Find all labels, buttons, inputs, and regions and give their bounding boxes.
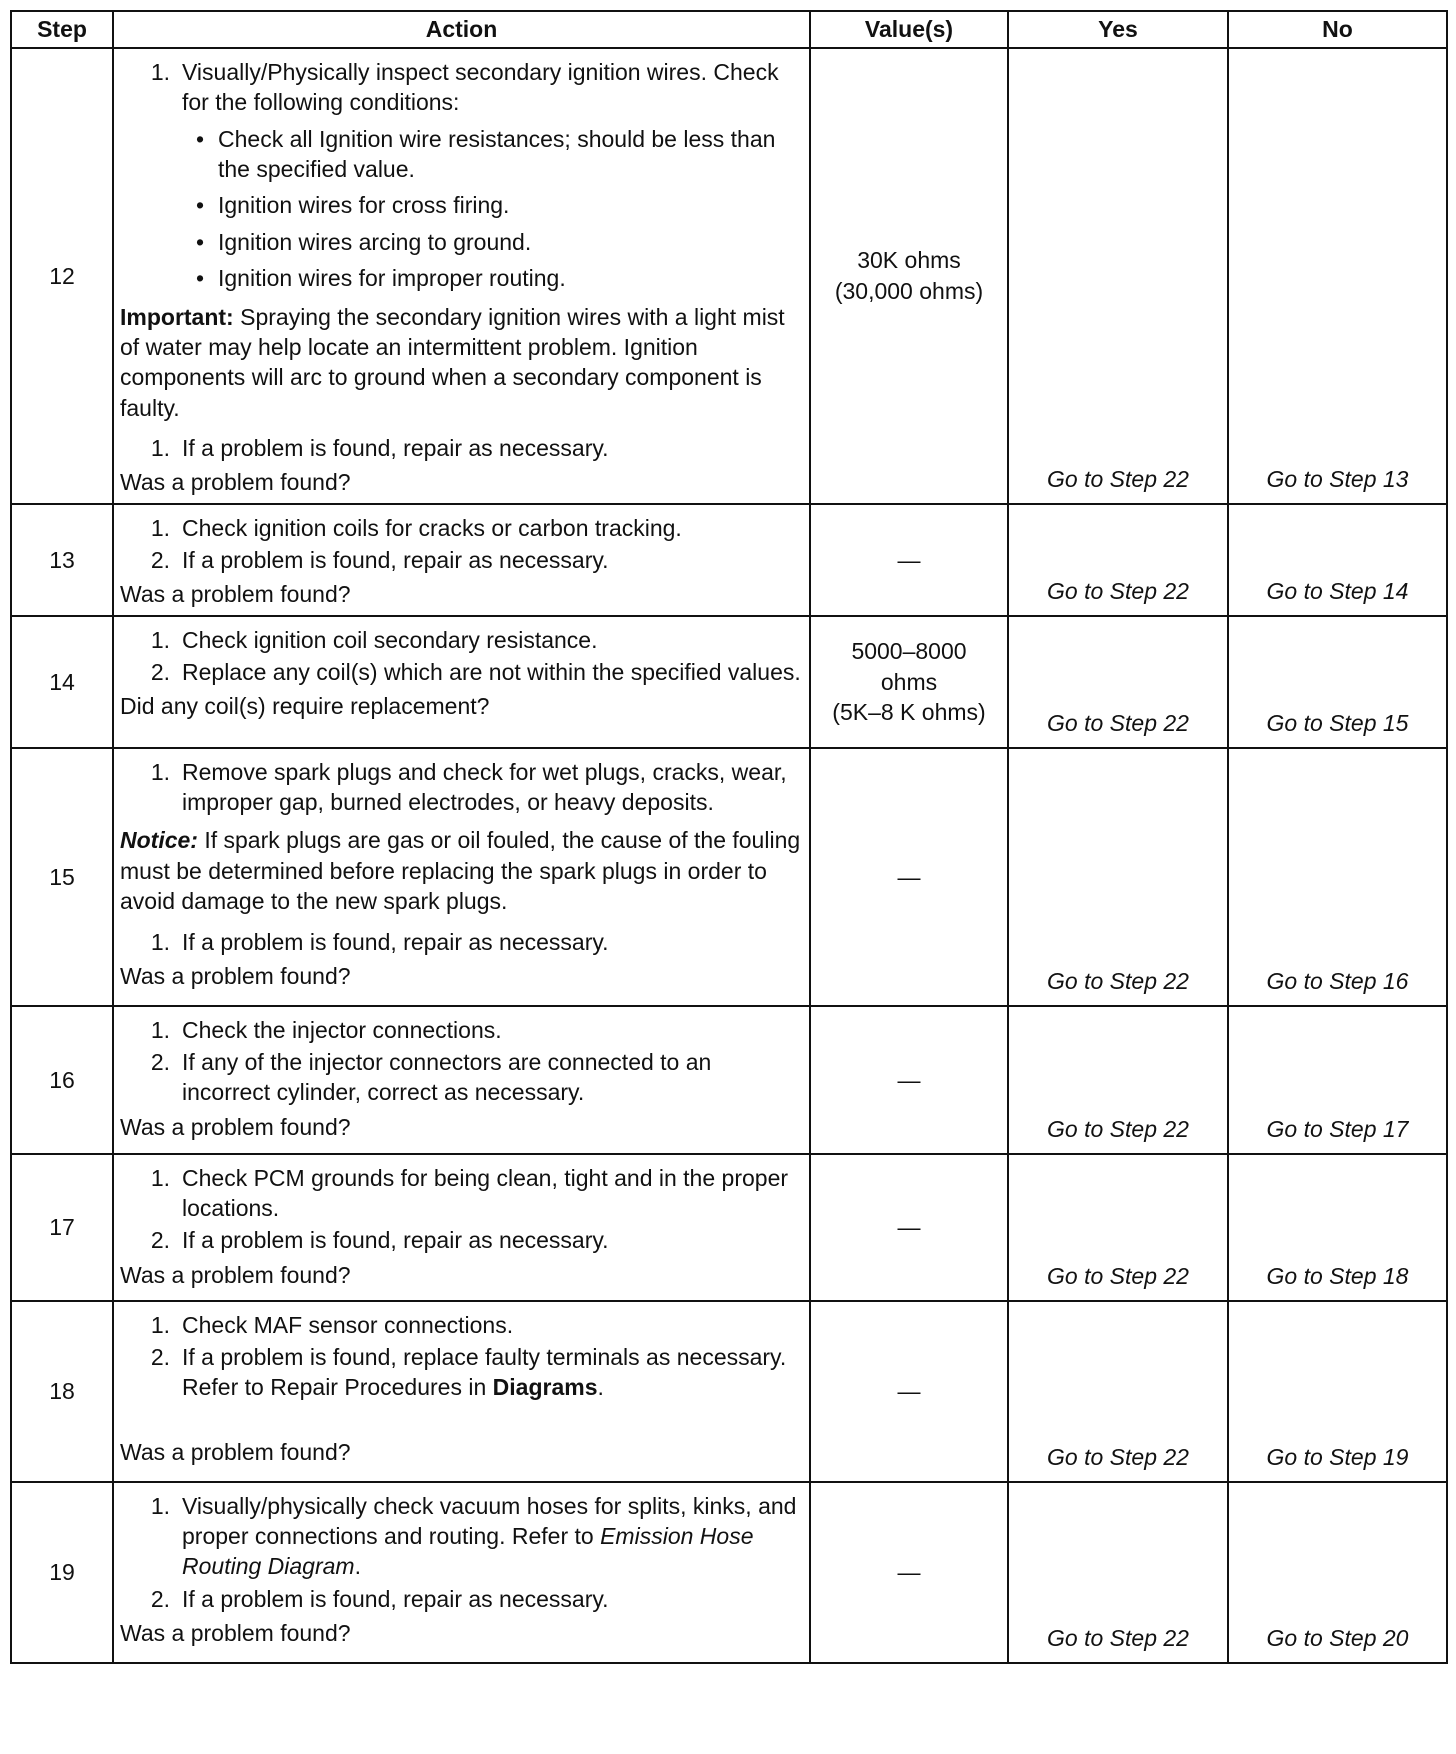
bullet-text: Ignition wires for cross firing. xyxy=(218,192,510,219)
no-link[interactable]: Go to Step 16 xyxy=(1228,748,1447,1006)
no-link[interactable]: Go to Step 13 xyxy=(1228,48,1447,504)
header-values: Value(s) xyxy=(810,11,1008,48)
item-text: Replace any coil(s) which are not within the specified values. xyxy=(182,659,801,686)
list-item xyxy=(120,433,801,463)
item-text: Check PCM grounds for being clean, tight and in the proper locations. xyxy=(182,1164,789,1222)
item-text: If a problem is found, repair as necessary. xyxy=(182,547,609,574)
item-number: 2. xyxy=(150,1227,170,1254)
item-text: If any of the injector connectors are connected to an incorrect cylinder, correct as necessary. xyxy=(182,1049,712,1106)
action-cell xyxy=(113,1482,810,1663)
yes-link[interactable]: Go to Step 22 xyxy=(1008,748,1228,1006)
list-item xyxy=(120,625,801,655)
list-item xyxy=(120,513,801,543)
item-text-part: Visually/physically check vacuum hoses for splits, kinks, and proper connections and routing. Refer to xyxy=(182,1492,797,1550)
table-row xyxy=(11,48,1447,504)
header-step: Step xyxy=(11,11,113,48)
item-number: 2. xyxy=(150,1049,170,1076)
step-number: 15 xyxy=(11,748,113,1006)
list-item xyxy=(120,545,801,575)
item-number: 2. xyxy=(150,659,170,686)
question: Was a problem found? xyxy=(120,962,351,989)
yes-link[interactable]: Go to Step 22 xyxy=(1008,1006,1228,1154)
question: Was a problem found? xyxy=(120,1438,351,1465)
item-text: If a problem is found, repair as necessary. xyxy=(182,928,609,955)
item-text: If a problem is found, repair as necessary. xyxy=(182,1585,609,1612)
value-line: 30K ohms xyxy=(857,247,961,274)
value-cell xyxy=(810,48,1008,504)
important-label: Important: xyxy=(120,303,234,330)
yes-link[interactable]: Go to Step 22 xyxy=(1008,48,1228,504)
list-item xyxy=(120,57,801,118)
question: Was a problem found? xyxy=(120,469,351,496)
question: Did any coil(s) require replacement? xyxy=(120,693,490,720)
action-cell xyxy=(113,748,810,1006)
yes-link[interactable]: Go to Step 22 xyxy=(1008,1482,1228,1663)
value-cell: — xyxy=(810,748,1008,1006)
list-item xyxy=(120,657,801,687)
item-text: Check ignition coils for cracks or carbon tracking. xyxy=(182,514,682,541)
no-link[interactable]: Go to Step 20 xyxy=(1228,1482,1447,1663)
header-action: Action xyxy=(113,11,810,48)
item-text: Visually/Physically inspect secondary ignition wires. Check for the following conditions: xyxy=(182,59,779,116)
list-item xyxy=(120,1047,801,1108)
diagrams-reference: Diagrams xyxy=(492,1374,598,1401)
notice-text: If spark plugs are gas or oil fouled, the cause of the fouling must be determined before replacing the spark plugs in order to avoid damage to the new spark plugs. xyxy=(120,827,801,915)
value-cell: — xyxy=(810,1482,1008,1663)
step-number: 19 xyxy=(11,1482,113,1663)
list-item xyxy=(120,757,801,818)
yes-link[interactable]: Go to Step 22 xyxy=(1008,616,1228,748)
item-text-part: . xyxy=(597,1374,604,1401)
no-link[interactable]: Go to Step 15 xyxy=(1228,616,1447,748)
action-cell xyxy=(113,48,810,504)
value-cell xyxy=(810,616,1008,748)
item-text xyxy=(182,1342,801,1403)
value-line: (5K–8 K ohms) xyxy=(832,698,986,725)
diagram-reference: Emission Hose Routing Diagram xyxy=(182,1523,754,1580)
header-no: No xyxy=(1228,11,1447,48)
step-number: 18 xyxy=(11,1301,113,1482)
table-row xyxy=(11,748,1447,1006)
table-row xyxy=(11,1006,1447,1154)
table-row xyxy=(11,1482,1447,1663)
bullet-text: Ignition wires arcing to ground. xyxy=(218,228,532,255)
question: Was a problem found? xyxy=(120,1261,351,1288)
item-number: 1. xyxy=(150,1164,170,1191)
item-number: 1. xyxy=(150,434,170,461)
important-text: Spraying the secondary ignition wires with a light mist of water may help locate an intermittent problem. Ignition components will arc to ground when a secondary component is faulty. xyxy=(120,303,785,421)
item-text-part: If a problem is found, replace faulty terminals as necessary. Refer to Repair Procedures in xyxy=(182,1344,787,1401)
item-text: If a problem is found, repair as necessary. xyxy=(182,434,609,461)
notice-note xyxy=(120,825,801,916)
table-row xyxy=(11,504,1447,616)
step-number: 13 xyxy=(11,504,113,616)
list-item xyxy=(120,1015,801,1045)
bullet-text: Ignition wires for improper routing. xyxy=(218,265,566,292)
yes-link[interactable]: Go to Step 22 xyxy=(1008,1154,1228,1301)
diagnostic-table xyxy=(10,10,1448,1664)
no-link[interactable]: Go to Step 18 xyxy=(1228,1154,1447,1301)
item-number: 2. xyxy=(150,1585,170,1612)
item-text: Check MAF sensor connections. xyxy=(182,1311,514,1338)
step-number: 14 xyxy=(11,616,113,748)
item-number: 2. xyxy=(150,1344,170,1371)
bullet-icon: • xyxy=(195,228,204,255)
list-item xyxy=(120,1225,801,1255)
item-number: 2. xyxy=(150,547,170,574)
item-number: 1. xyxy=(150,626,170,653)
step-number: 12 xyxy=(11,48,113,504)
bullet-item xyxy=(120,190,801,220)
header-yes: Yes xyxy=(1008,11,1228,48)
item-number: 1. xyxy=(150,928,170,955)
value-line: 5000–8000 xyxy=(851,638,967,665)
item-number: 1. xyxy=(150,758,170,785)
action-cell xyxy=(113,1006,810,1154)
bullet-item xyxy=(120,227,801,257)
list-item xyxy=(120,1310,801,1340)
no-link[interactable]: Go to Step 17 xyxy=(1228,1006,1447,1154)
item-text: Remove spark plugs and check for wet plugs, cracks, wear, improper gap, burned electrodes, or heavy deposits. xyxy=(182,758,787,816)
item-text xyxy=(182,1491,801,1582)
yes-link[interactable]: Go to Step 22 xyxy=(1008,1301,1228,1482)
value-cell: — xyxy=(810,1301,1008,1482)
bullet-icon: • xyxy=(195,125,204,152)
list-item xyxy=(120,1163,801,1224)
action-cell xyxy=(113,1301,810,1482)
value-cell: — xyxy=(810,1154,1008,1301)
bullet-icon: • xyxy=(195,192,204,219)
item-text: Check the injector connections. xyxy=(182,1016,502,1043)
action-cell xyxy=(113,616,810,748)
item-number: 1. xyxy=(150,1016,170,1043)
bullet-item xyxy=(120,263,801,293)
no-link[interactable]: Go to Step 14 xyxy=(1228,504,1447,616)
action-cell xyxy=(113,504,810,616)
step-number: 17 xyxy=(11,1154,113,1301)
notice-label: Notice: xyxy=(120,827,198,854)
important-note xyxy=(120,302,801,423)
list-item xyxy=(120,1491,801,1582)
item-text-part: . xyxy=(354,1553,361,1580)
value-line: ohms xyxy=(880,668,938,695)
header-row xyxy=(11,11,1447,48)
no-link[interactable]: Go to Step 19 xyxy=(1228,1301,1447,1482)
value-cell: — xyxy=(810,504,1008,616)
value-cell: — xyxy=(810,1006,1008,1154)
item-text: If a problem is found, repair as necessary. xyxy=(182,1227,609,1254)
action-cell xyxy=(113,1154,810,1301)
bullet-icon: • xyxy=(195,265,204,292)
item-number: 1. xyxy=(150,1311,170,1338)
yes-link[interactable]: Go to Step 22 xyxy=(1008,504,1228,616)
value-line: (30,000 ohms) xyxy=(834,277,984,304)
item-number: 1. xyxy=(150,59,170,85)
question: Was a problem found? xyxy=(120,581,351,608)
item-number: 1. xyxy=(150,514,170,541)
item-number: 1. xyxy=(150,1492,170,1519)
question: Was a problem found? xyxy=(120,1620,351,1647)
list-item xyxy=(120,1584,801,1614)
list-item xyxy=(120,927,801,957)
table-row xyxy=(11,616,1447,748)
bullet-text: Check all Ignition wire resistances; should be less than the specified value. xyxy=(218,125,776,183)
list-item xyxy=(120,1342,801,1403)
item-text: Check ignition coil secondary resistance. xyxy=(182,626,598,653)
question: Was a problem found? xyxy=(120,1113,351,1140)
step-number: 16 xyxy=(11,1006,113,1154)
bullet-item xyxy=(120,124,801,185)
table-row xyxy=(11,1154,1447,1301)
table-row xyxy=(11,1301,1447,1482)
